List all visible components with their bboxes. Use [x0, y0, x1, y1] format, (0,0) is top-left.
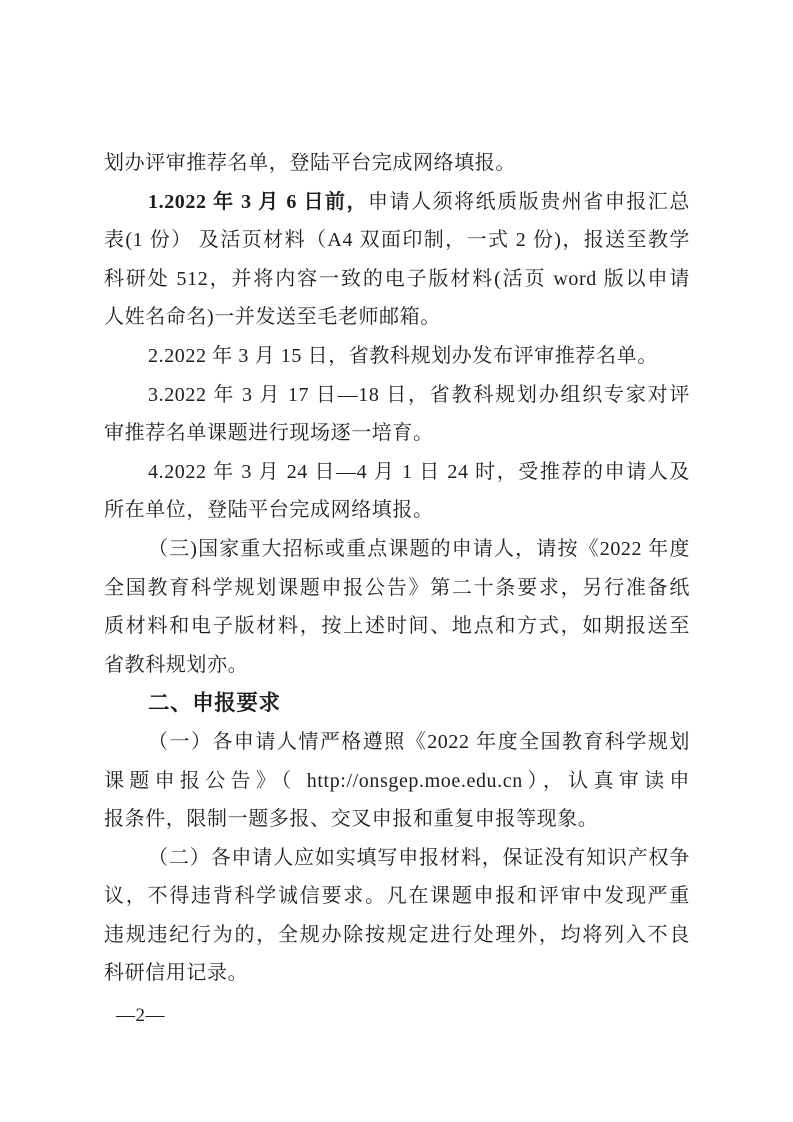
- text-line: [104, 569, 690, 608]
- text-line: [104, 298, 690, 337]
- text-line: [104, 144, 690, 183]
- line-text: 二、申报要求: [148, 691, 281, 716]
- line-text: 全国教育科学规划课题申报公告》第二十条要求，另行准备纸: [104, 576, 690, 599]
- line-text: 议，不得违背科学诚信要求。凡在课题申报和评审中发现严重: [104, 885, 690, 908]
- line-text: （一）各申请人情严格遵照《2022 年度全国教育科学规划: [148, 730, 690, 753]
- line-text: 报条件，限制一题多报、交叉申报和重复申报等现象。: [104, 808, 599, 831]
- line-text: 质材料和电子版材料，按上述时间、地点和方式，如期报送至: [104, 615, 690, 638]
- text-line: [104, 183, 690, 222]
- text-line: [104, 954, 690, 993]
- text-line: [104, 723, 690, 762]
- line-text: 科研处 512，并将内容一致的电子版材料(活页 word 版以申请: [104, 267, 690, 290]
- line-text: 2.2022 年 3 月 15 日，省教科规划办发布评审推荐名单。: [148, 344, 658, 367]
- line-text: 划办评审推荐名单，登陆平台完成网络填报。: [104, 152, 516, 174]
- line-text: 所在单位，登陆平台完成网络填报。: [104, 499, 434, 522]
- text-line: [104, 376, 690, 415]
- line-text: 3.2022 年 3 月 17 日—18 日，省教科规划办组织专家对评: [148, 383, 690, 406]
- text-line: [104, 337, 690, 376]
- line-text: 省教科规划亦。: [104, 653, 249, 676]
- line-text: 人姓名命名)一并发送至毛老师邮箱。: [104, 306, 441, 329]
- document-body: [104, 144, 690, 993]
- text-line: [104, 491, 690, 530]
- line-text: 违规违纪行为的，全规办除按规定进行处理外，均将列入不良: [104, 923, 690, 946]
- text-line: [104, 839, 690, 878]
- line-text: 4.2022 年 3 月 24 日—4 月 1 日 24 时，受推荐的申请人及: [148, 460, 690, 483]
- text-line: [104, 877, 690, 916]
- text-line: [104, 684, 690, 723]
- line-text: 申请人须将纸质版贵州省申报汇总: [368, 190, 690, 213]
- text-line: [104, 260, 690, 299]
- text-line: [104, 762, 690, 801]
- bold-date-run: 1.2022 年 3 月 6 日前，: [148, 190, 369, 213]
- text-line: [104, 607, 690, 646]
- text-line: [104, 453, 690, 492]
- text-line: [104, 646, 690, 685]
- line-text: （三)国家重大招标或重点课题的申请人，请按《2022 年度: [148, 537, 690, 560]
- line-text: （二）各申请人应如实填写申报材料，保证没有知识产权争: [148, 846, 690, 869]
- text-line: [104, 800, 690, 839]
- line-text: 审推荐名单课题进行现场逐一培育。: [104, 422, 434, 445]
- line-text: 表(1 份） 及活页材料（A4 双面印制，一式 2 份)，报送至教学: [104, 229, 690, 252]
- text-line: [104, 414, 690, 453]
- text-line: [104, 530, 690, 569]
- page-number: —2—: [116, 1005, 165, 1026]
- text-line: [104, 221, 690, 260]
- line-text: 课题申报公告》（ http://onsgep.moe.edu.cn），认真审读申: [104, 769, 690, 792]
- text-line: [104, 916, 690, 955]
- line-text: 科研信用记录。: [104, 962, 249, 985]
